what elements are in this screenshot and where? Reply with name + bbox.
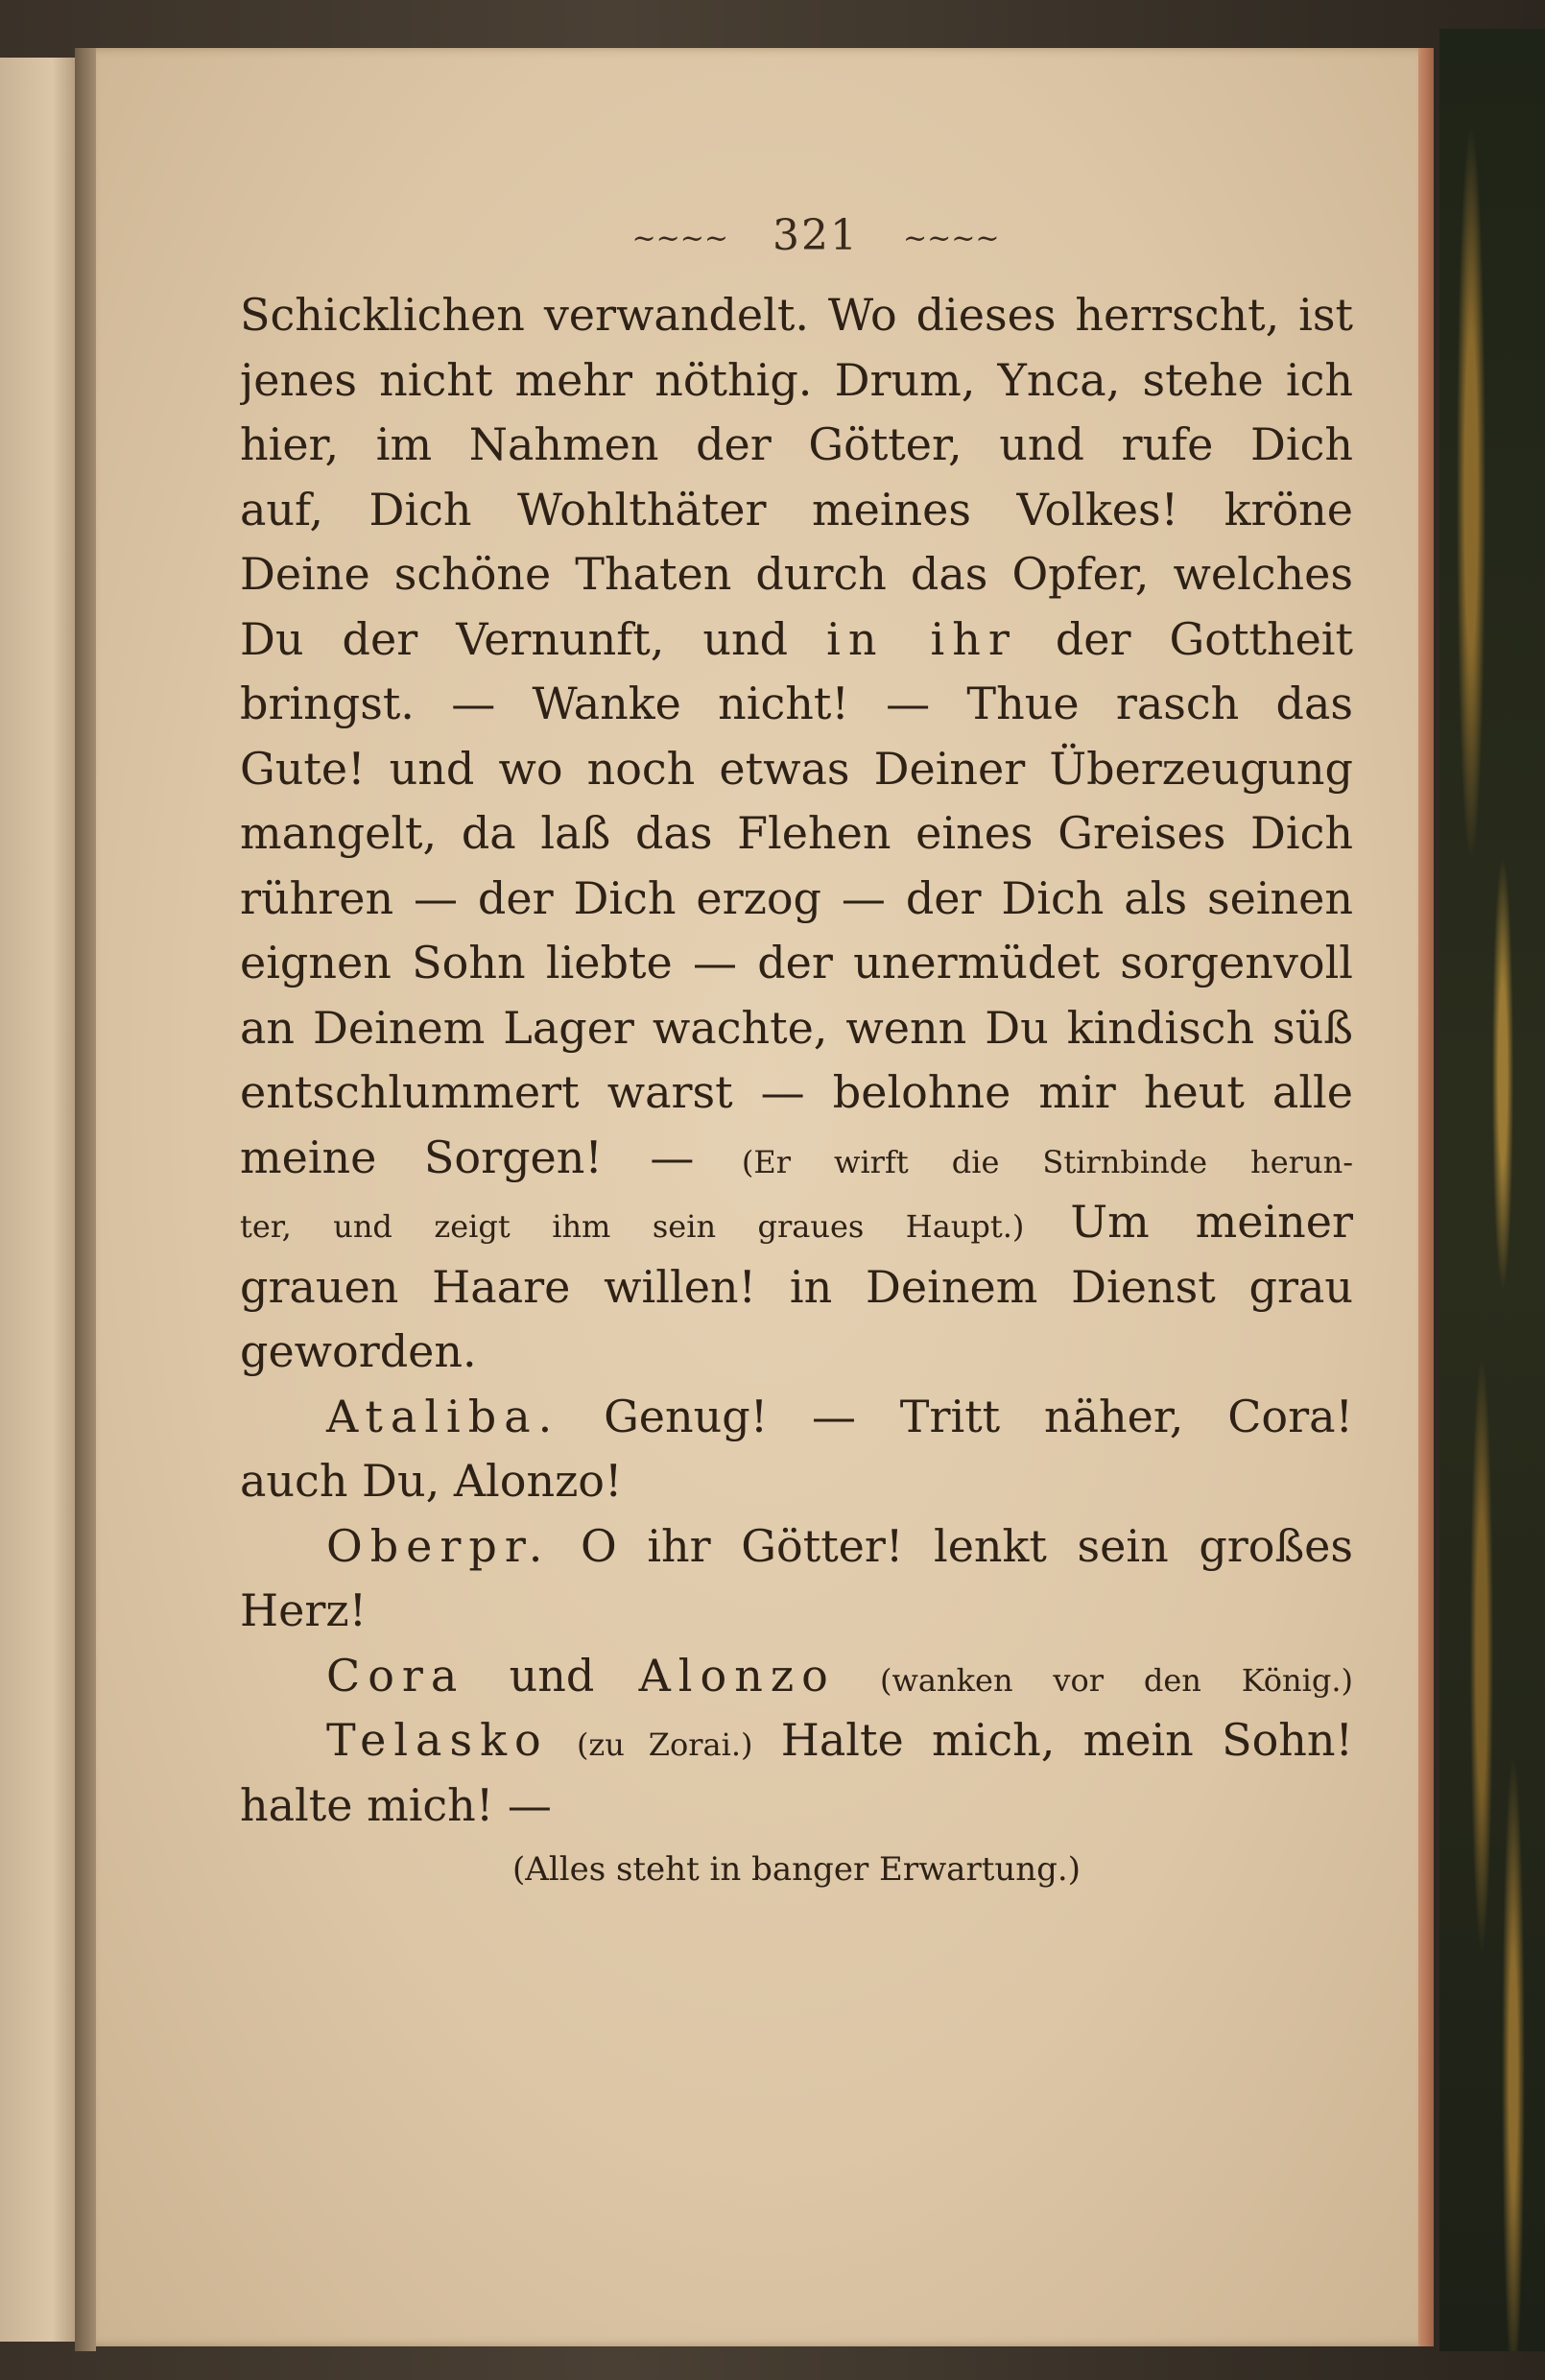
ornament-left: ~~~~ <box>631 222 728 255</box>
text-line: auf, Dich Wohlthäter meines Volkes! kröne <box>240 483 1353 536</box>
book-gutter <box>75 48 96 2351</box>
text-segment: der Gottheit <box>1055 612 1353 665</box>
stage-direction: (wanken vor den König.) <box>880 1661 1353 1699</box>
stage-direction-final: (Alles steht in banger Erwartung.) <box>512 1850 1081 1889</box>
text-segment: meine Sorgen! — <box>240 1130 695 1183</box>
text-line: entschlummert warst — belohne mir heut alle <box>240 1066 1353 1118</box>
stage-direction: (zu Zorai.) <box>576 1726 753 1763</box>
speaker-name: Ataliba. <box>326 1390 560 1442</box>
speech-line <box>240 1644 1353 1709</box>
page-header <box>336 211 1295 260</box>
stage-direction: ter, und zeigt ihm sein graues Haupt.) <box>240 1208 1025 1245</box>
text-line <box>240 1126 1353 1191</box>
speech-text: und <box>509 1649 595 1702</box>
text-line: mangelt, da laß das Flehen eines Greises Dich <box>240 807 1353 859</box>
text-line: Gute! und wo noch etwas Deiner Überzeugung <box>240 742 1353 795</box>
speaker-name: Cora <box>326 1649 465 1702</box>
stage-direction: (Er wirft die Stirnbinde herun- <box>741 1143 1353 1180</box>
text-line: geworden. <box>240 1325 477 1377</box>
left-page-edge <box>0 58 77 2342</box>
text-line: eignen Sohn liebte — der unermüdet sorgenvoll <box>240 937 1353 988</box>
marbled-cover-board <box>1439 29 1545 2351</box>
speech-text: Genug! — Tritt näher, Cora! <box>604 1390 1353 1442</box>
text-line: jenes nicht mehr nöthig. Drum, Ynca, stehe ich <box>240 353 1353 406</box>
text-line <box>240 607 1353 673</box>
speech-line: Herz! <box>240 1584 368 1636</box>
speech-text: Halte mich, mein Sohn! <box>780 1714 1353 1766</box>
speech-line: auch Du, Alonzo! <box>240 1455 623 1507</box>
page-fore-edge <box>1418 48 1434 2346</box>
page-body <box>240 283 1353 1903</box>
speech-line <box>240 1514 1353 1580</box>
text-line: an Deinem Lager wachte, wenn Du kindisch süß <box>240 1001 1353 1054</box>
page-number: 321 <box>772 211 859 260</box>
speaker-name: Telasko <box>326 1714 549 1766</box>
text-line <box>240 1190 1353 1255</box>
text-line: rühren — der Dich erzog — der Dich als seinen <box>240 871 1353 924</box>
text-line: bringst. — Wanke nicht! — Thue rasch das <box>240 678 1353 729</box>
text-segment: Um meiner <box>1070 1196 1353 1248</box>
speaker-name: Oberpr. <box>326 1519 551 1572</box>
text-line: hier, im Nahmen der Götter, und rufe Dich <box>240 418 1353 470</box>
speech-line <box>240 1385 1353 1450</box>
text-line: grauen Haare willen! in Deinem Dienst grau <box>240 1260 1353 1313</box>
text-line: Schicklichen verwandelt. Wo dieses herrscht, ist <box>240 289 1353 341</box>
speech-line <box>240 1708 1353 1773</box>
speech-line: halte mich! — <box>240 1778 552 1831</box>
emphasized-text: in ihr <box>826 612 1017 665</box>
speaker-name: Alonzo <box>638 1649 836 1702</box>
text-line: Deine schöne Thaten durch das Opfer, welches <box>240 548 1353 600</box>
ornament-right: ~~~~ <box>902 222 1000 255</box>
speech-text: O ihr Götter! lenkt sein großes <box>581 1519 1353 1572</box>
text-segment: Du der Vernunft, und <box>240 612 789 665</box>
book-page <box>96 48 1432 2346</box>
